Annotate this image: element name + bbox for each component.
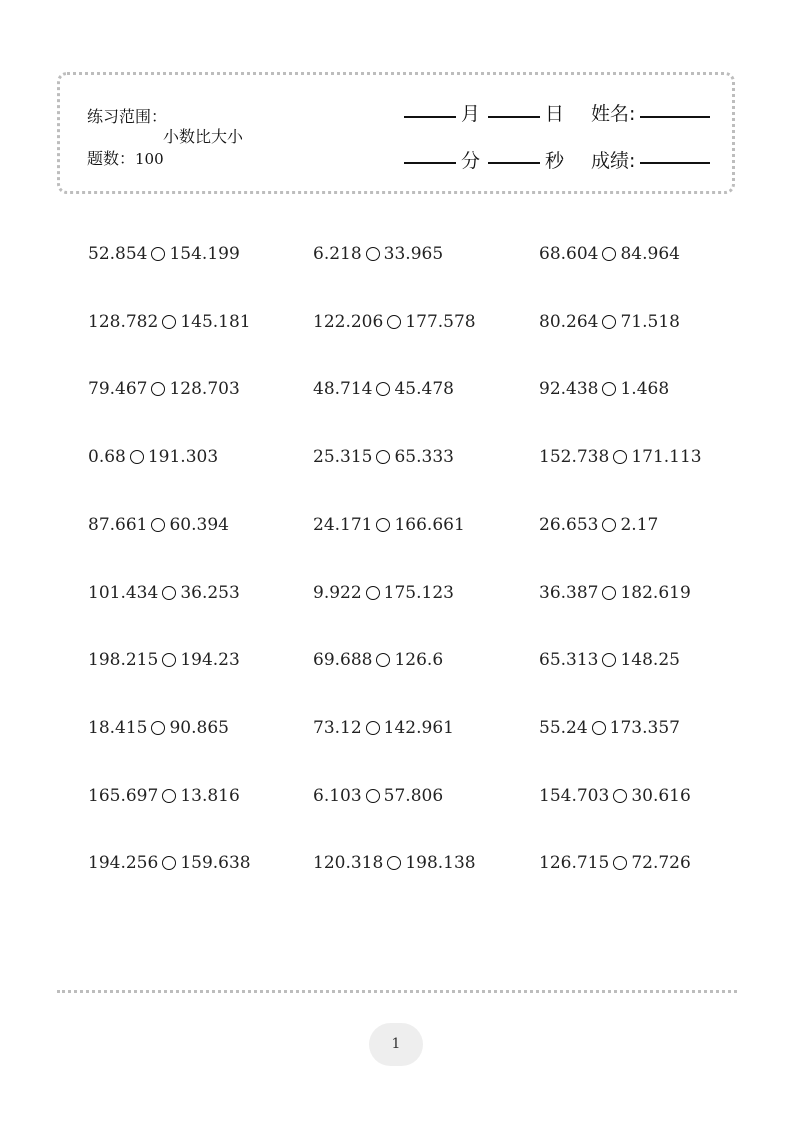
right-number: 182.619: [620, 582, 691, 603]
range-label: 练习范围：: [87, 107, 168, 126]
second-blank[interactable]: [488, 162, 540, 164]
problem-item: [313, 515, 465, 535]
answer-circle[interactable]: [387, 315, 401, 329]
problem-item: [539, 718, 680, 738]
month-blank[interactable]: [404, 116, 456, 118]
right-number: 173.357: [609, 717, 680, 738]
right-number: 13.816: [180, 785, 240, 806]
answer-circle[interactable]: [602, 382, 616, 396]
problem-item: [539, 244, 680, 264]
left-number: 0.68: [88, 447, 126, 468]
answer-circle[interactable]: [376, 518, 390, 532]
problem-item: [313, 583, 454, 603]
name-blank[interactable]: [640, 116, 710, 118]
minute-blank[interactable]: [404, 162, 456, 164]
day-label: 日: [545, 103, 565, 125]
right-number: 72.726: [631, 853, 691, 874]
problem-item: [88, 244, 240, 264]
left-number: 198.215: [88, 650, 159, 671]
left-number: 87.661: [88, 514, 148, 535]
count-label: [87, 146, 164, 169]
right-number: 159.638: [180, 853, 251, 874]
left-number: 128.782: [88, 311, 159, 332]
answer-circle[interactable]: [151, 382, 165, 396]
right-number: 2.17: [620, 514, 659, 535]
minute-label: 分: [461, 150, 481, 172]
answer-circle[interactable]: [613, 789, 627, 803]
answer-circle[interactable]: [162, 856, 176, 870]
left-number: 152.738: [539, 447, 610, 468]
answer-circle[interactable]: [162, 315, 176, 329]
count-label-text: 题数：: [87, 149, 136, 168]
answer-circle[interactable]: [151, 721, 165, 735]
problem-item: [88, 853, 251, 873]
header-box: [57, 72, 735, 194]
answer-circle[interactable]: [602, 518, 616, 532]
problem-item: [313, 312, 476, 332]
footer-divider: [57, 990, 737, 993]
left-number: 80.264: [539, 311, 599, 332]
answer-circle[interactable]: [602, 653, 616, 667]
left-number: 154.703: [539, 785, 610, 806]
problem-item: [539, 312, 680, 332]
answer-circle[interactable]: [592, 721, 606, 735]
answer-circle[interactable]: [602, 315, 616, 329]
right-number: 45.478: [394, 379, 454, 400]
right-number: 33.965: [383, 244, 444, 264]
problem-item: [313, 650, 443, 670]
right-number: 126.6: [394, 650, 444, 671]
left-number: 65.313: [539, 650, 599, 671]
right-number: 142.961: [383, 717, 454, 738]
left-number: 194.256: [88, 853, 159, 874]
answer-circle[interactable]: [376, 653, 390, 667]
left-number: 24.171: [313, 514, 373, 535]
right-number: 90.865: [169, 717, 229, 738]
answer-circle[interactable]: [602, 247, 616, 261]
right-number: 194.23: [180, 650, 240, 671]
problem-item: [313, 853, 476, 873]
count-value: 100: [135, 150, 164, 168]
problem-item: [88, 447, 218, 467]
answer-circle[interactable]: [366, 586, 380, 600]
right-number: 148.25: [620, 650, 680, 671]
right-number: 145.181: [180, 311, 251, 332]
left-number: 18.415: [88, 717, 148, 738]
right-number: 84.964: [620, 244, 680, 264]
answer-circle[interactable]: [162, 586, 176, 600]
problem-item: [313, 447, 454, 467]
right-number: 36.253: [180, 582, 240, 603]
right-number: 171.113: [631, 447, 702, 468]
right-number: 65.333: [394, 447, 454, 468]
answer-circle[interactable]: [613, 856, 627, 870]
left-number: 126.715: [539, 853, 610, 874]
problem-item: [88, 718, 229, 738]
page-number: 1: [369, 1023, 423, 1066]
right-number: 154.199: [169, 244, 240, 264]
answer-circle[interactable]: [602, 586, 616, 600]
problem-item: [539, 650, 680, 670]
left-number: 48.714: [313, 379, 373, 400]
right-number: 60.394: [169, 514, 229, 535]
right-number: 71.518: [620, 311, 680, 332]
problem-item: [88, 786, 240, 806]
right-number: 191.303: [147, 447, 219, 468]
answer-circle[interactable]: [366, 789, 380, 803]
problem-item: [88, 583, 240, 603]
right-number: 128.703: [169, 379, 240, 400]
problem-item: [88, 312, 251, 332]
right-number: 30.616: [631, 785, 691, 806]
answer-circle[interactable]: [151, 247, 165, 261]
second-label: 秒: [545, 150, 565, 172]
score-label: 成绩:: [591, 150, 636, 172]
left-number: 79.467: [88, 379, 148, 400]
left-number: 6.103: [313, 785, 362, 806]
right-number: 175.123: [383, 582, 454, 603]
answer-circle[interactable]: [130, 450, 144, 464]
left-number: 165.697: [88, 785, 159, 806]
name-label: 姓名:: [591, 103, 636, 125]
left-number: 26.653: [539, 514, 599, 535]
left-number: 69.688: [313, 650, 373, 671]
left-number: 73.12: [313, 717, 362, 738]
left-number: 55.24: [539, 717, 588, 738]
answer-circle[interactable]: [151, 518, 165, 532]
answer-circle[interactable]: [162, 789, 176, 803]
problem-item: [539, 583, 691, 603]
answer-circle[interactable]: [387, 856, 401, 870]
day-blank[interactable]: [488, 116, 540, 118]
problem-item: [539, 515, 658, 535]
range-value: 小数比大小: [163, 127, 244, 146]
problem-item: [313, 244, 443, 264]
problem-item: [313, 786, 443, 806]
month-label: 月: [461, 103, 481, 125]
left-number: 52.854: [88, 244, 148, 264]
answer-circle[interactable]: [366, 247, 380, 261]
left-number: 120.318: [313, 853, 384, 874]
answer-circle[interactable]: [376, 450, 390, 464]
problem-item: [313, 718, 454, 738]
left-number: 36.387: [539, 582, 599, 603]
left-number: 92.438: [539, 379, 599, 400]
left-number: 6.218: [313, 244, 362, 264]
right-number: 198.138: [405, 853, 476, 874]
left-number: 101.434: [88, 582, 159, 603]
left-number: 9.922: [313, 582, 362, 603]
right-number: 177.578: [405, 311, 476, 332]
problem-item: [313, 379, 454, 399]
answer-circle[interactable]: [366, 721, 380, 735]
left-number: 122.206: [313, 311, 384, 332]
problem-item: [88, 379, 240, 399]
answer-circle[interactable]: [162, 653, 176, 667]
problem-item: [88, 650, 240, 670]
problem-item: [539, 379, 669, 399]
right-number: 166.661: [394, 514, 465, 535]
problem-item: [539, 786, 691, 806]
score-blank[interactable]: [640, 162, 710, 164]
left-number: 68.604: [539, 244, 599, 264]
right-number: 1.468: [620, 379, 670, 400]
left-number: 25.315: [313, 447, 373, 468]
problem-item: [539, 447, 702, 467]
problem-item: [88, 515, 229, 535]
problem-item: [539, 853, 691, 873]
answer-circle[interactable]: [376, 382, 390, 396]
answer-circle[interactable]: [613, 450, 627, 464]
right-number: 57.806: [383, 785, 444, 806]
